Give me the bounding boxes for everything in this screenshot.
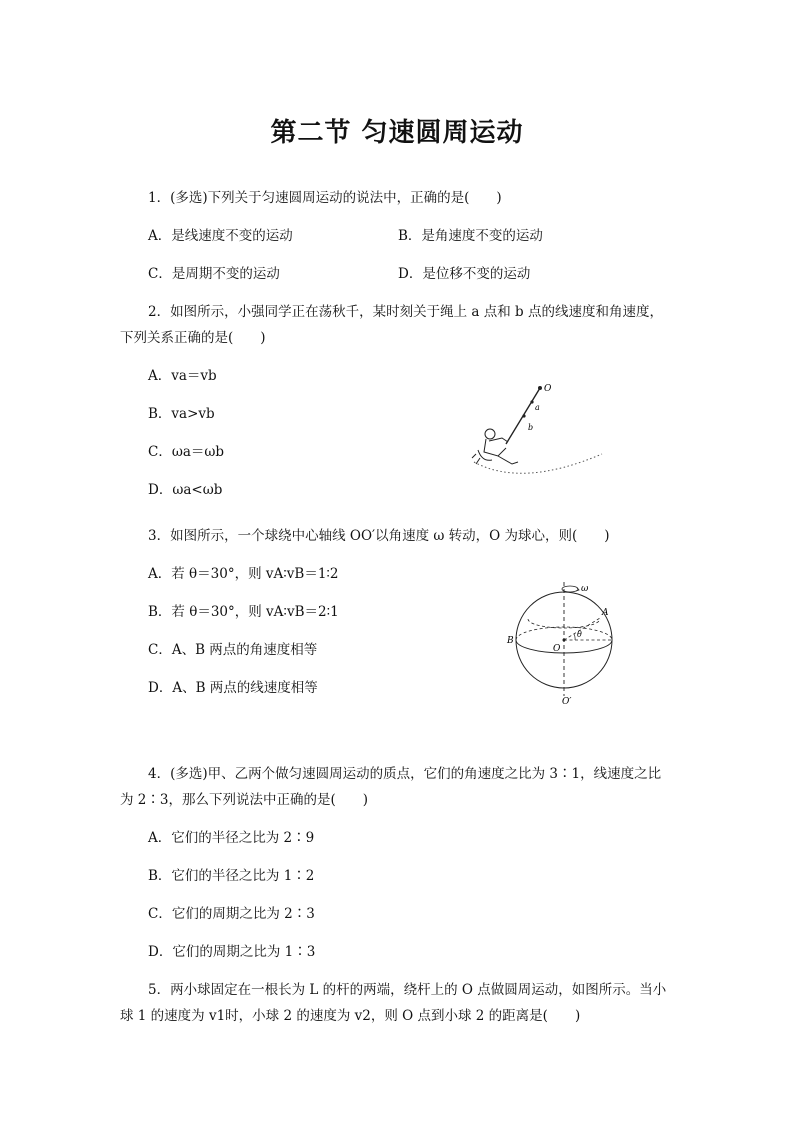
swing-figure	[462, 378, 607, 490]
label-omega: ω	[581, 584, 589, 594]
label-O-prime: O′	[562, 697, 572, 705]
q3-option-d: D．A、B 两点的线速度相等	[148, 680, 318, 696]
label-a: a	[535, 403, 540, 412]
child-on-swing	[472, 429, 518, 464]
q5-stem-line2: 球 1 的速度为 v1时，小球 2 的速度为 v2，则 O 点到小球 2 的距离是( )	[120, 1008, 581, 1024]
q3-option-a: A．若 θ＝30°，则 vA∶vB＝1∶2	[148, 566, 339, 582]
label-A: A	[602, 608, 609, 618]
point-b	[522, 414, 525, 417]
q1-option-d: D．是位移不变的运动	[398, 266, 531, 282]
q3-option-b: B．若 θ＝30°，则 vA∶vB＝2∶1	[148, 604, 339, 620]
theta-arc	[574, 634, 575, 640]
page-title: 第二节 匀速圆周运动	[270, 118, 524, 148]
q4-option-c: C．它们的周期之比为 2∶3	[148, 906, 315, 922]
swing-arc-path	[474, 454, 602, 473]
q5-stem-line1: 5．两小球固定在一根长为 L 的杆的两端，绕杆上的 O 点做圆周运动，如图所示。当小	[148, 982, 667, 998]
label-O: O	[553, 644, 561, 654]
point-a	[530, 400, 533, 403]
q4-stem-line2: 为 2∶3，那么下列说法中正确的是( )	[120, 792, 369, 808]
sphere-figure	[500, 570, 620, 705]
q2-stem-line2: 下列关系正确的是( )	[120, 330, 266, 346]
label-b: b	[528, 423, 534, 432]
center-point	[563, 639, 566, 642]
q4-option-a: A．它们的半径之比为 2∶9	[148, 830, 315, 846]
q3-stem: 3．如图所示，一个球绕中心轴线 OO′以角速度 ω 转动，O 为球心，则( )	[148, 528, 610, 544]
label-O: O	[544, 384, 552, 394]
q1-option-a: A．是线速度不变的运动	[148, 228, 293, 244]
label-theta: θ	[577, 630, 582, 639]
q1-option-c: C．是周期不变的运动	[148, 266, 280, 282]
q1-stem: 1．(多选)下列关于匀速圆周运动的说法中，正确的是( )	[148, 190, 502, 206]
q3-option-c: C．A、B 两点的角速度相等	[148, 642, 318, 658]
label-B: B	[507, 636, 514, 646]
q4-option-b: B．它们的半径之比为 1∶2	[148, 868, 315, 884]
q2-option-c: C．ωa＝ωb	[148, 444, 225, 460]
q1-option-b: B．是角速度不变的运动	[398, 228, 543, 244]
q2-option-b: B．va>vb	[148, 406, 215, 422]
q2-option-d: D．ωa<ωb	[148, 482, 223, 498]
q4-stem-line1: 4．(多选)甲、乙两个做匀速圆周运动的质点，它们的角速度之比为 3∶1，线速度之比	[148, 766, 662, 782]
radius-to-A	[564, 618, 600, 640]
q2-option-a: A．va＝vb	[148, 368, 217, 384]
q4-option-d: D．它们的周期之比为 1∶3	[148, 944, 316, 960]
q2-stem-line1: 2．如图所示，小强同学正在荡秋千，某时刻关于绳上 a 点和 b 点的线速度和角速度，	[148, 304, 663, 320]
pivot-point	[538, 386, 542, 390]
